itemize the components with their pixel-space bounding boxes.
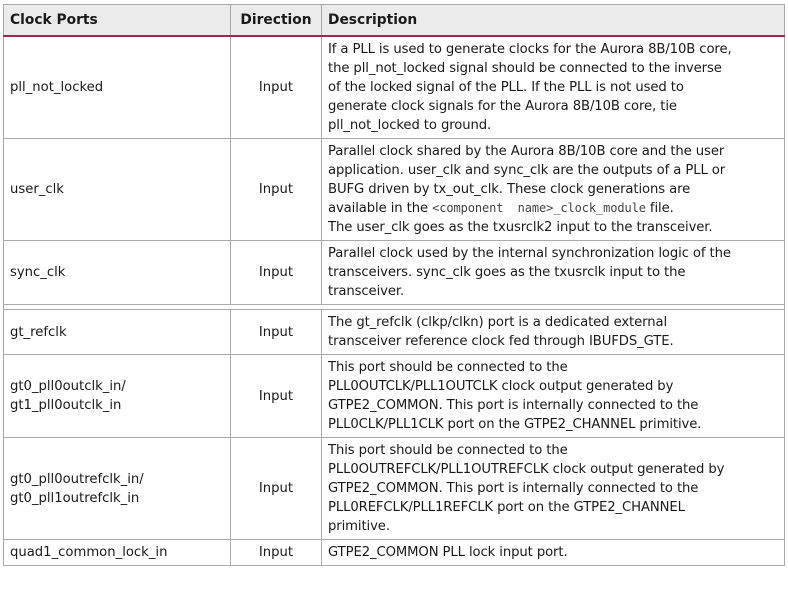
description-line: transceiver reference clock fed through IBUFDS_GTE.	[328, 334, 674, 349]
description-text: file.	[645, 201, 674, 216]
description-cell	[322, 355, 785, 438]
description-line: PLL0CLK/PLL1CLK port on the GTPE2_CHANNEL primitive.	[328, 417, 702, 432]
header-clock-ports: Clock Ports	[4, 5, 231, 37]
description-line: If a PLL is used to generate clocks for the Aurora 8B/10B core,	[328, 42, 732, 57]
description-line: PLL0REFCLK/PLL1REFCLK port on the GTPE2_CHANNEL	[328, 500, 685, 515]
port-name: gt1_pll0outclk_in	[10, 398, 122, 413]
description-cell	[322, 139, 785, 241]
description-line: generate clock signals for the Aurora 8B/10B core, tie	[328, 99, 677, 114]
description-cell	[322, 36, 785, 139]
description-line: transceiver.	[328, 284, 405, 299]
port-name-cell	[4, 355, 231, 438]
port-name: gt0_pll0outrefclk_in/	[10, 471, 144, 487]
code-filename: <component name>_clock_module	[432, 201, 646, 215]
table-row	[4, 438, 785, 540]
description-line: pll_not_locked to ground.	[328, 118, 492, 133]
port-name: gt0_pll0outclk_in/	[10, 379, 126, 394]
table-row	[4, 139, 785, 241]
port-name: quad1_common_lock_in	[10, 545, 168, 560]
description-line: The gt_refclk (clkp/clkn) port is a dedicated external	[328, 315, 668, 330]
direction-cell: Input	[231, 310, 322, 355]
port-name-cell	[4, 36, 231, 139]
table-header-row	[4, 5, 785, 37]
description-line: Parallel clock shared by the Aurora 8B/10B core and the user	[328, 144, 725, 159]
clock-ports-table	[3, 4, 785, 566]
description-line	[328, 199, 778, 218]
description-line: GTPE2_COMMON PLL lock input port.	[328, 545, 568, 560]
header-direction: Direction	[231, 5, 322, 37]
port-name: gt_refclk	[10, 324, 67, 340]
description-line: This port should be connected to the	[328, 443, 568, 458]
direction-cell: Input	[231, 36, 322, 139]
port-name-cell	[4, 540, 231, 566]
port-name: gt0_pll1outrefclk_in	[10, 490, 140, 506]
description-cell	[322, 540, 785, 566]
port-name: pll_not_locked	[10, 80, 104, 95]
direction-cell: Input	[231, 139, 322, 241]
table-row	[4, 36, 785, 139]
port-name-cell	[4, 438, 231, 540]
direction-cell: Input	[231, 438, 322, 540]
description-cell	[322, 241, 785, 305]
table-row	[4, 310, 785, 355]
direction-cell: Input	[231, 241, 322, 305]
description-line: PLL0OUTCLK/PLL1OUTCLK clock output generated by	[328, 379, 674, 394]
description-line: PLL0OUTREFCLK/PLL1OUTREFCLK clock output generated by	[328, 462, 725, 477]
description-line: GTPE2_COMMON. This port is internally connected to the	[328, 398, 699, 413]
description-line: the pll_not_locked signal should be connected to the inverse	[328, 61, 722, 76]
description-line: BUFG driven by tx_out_clk. These clock generations are	[328, 182, 691, 197]
port-name: user_clk	[10, 182, 64, 197]
port-name-cell	[4, 139, 231, 241]
direction-cell: Input	[231, 540, 322, 566]
port-name-cell	[4, 241, 231, 305]
table-row	[4, 241, 785, 305]
description-cell	[322, 438, 785, 540]
description-text: available in the	[328, 201, 433, 216]
description-line: primitive.	[328, 519, 390, 534]
description-line: transceivers. sync_clk goes as the txusrclk input to the	[328, 265, 686, 280]
description-line: GTPE2_COMMON. This port is internally connected to the	[328, 481, 699, 496]
table-row	[4, 540, 785, 566]
description-line: This port should be connected to the	[328, 360, 568, 375]
port-name: sync_clk	[10, 265, 66, 280]
port-name-cell	[4, 310, 231, 355]
table-row	[4, 355, 785, 438]
header-description: Description	[322, 5, 785, 37]
description-line: application. user_clk and sync_clk are the outputs of a PLL or	[328, 163, 726, 178]
description-line: The user_clk goes as the txusrclk2 input to the transceiver.	[328, 220, 713, 235]
description-line: of the locked signal of the PLL. If the PLL is not used to	[328, 80, 684, 95]
description-line: Parallel clock used by the internal synchronization logic of the	[328, 246, 731, 261]
direction-cell: Input	[231, 355, 322, 438]
description-cell	[322, 310, 785, 355]
